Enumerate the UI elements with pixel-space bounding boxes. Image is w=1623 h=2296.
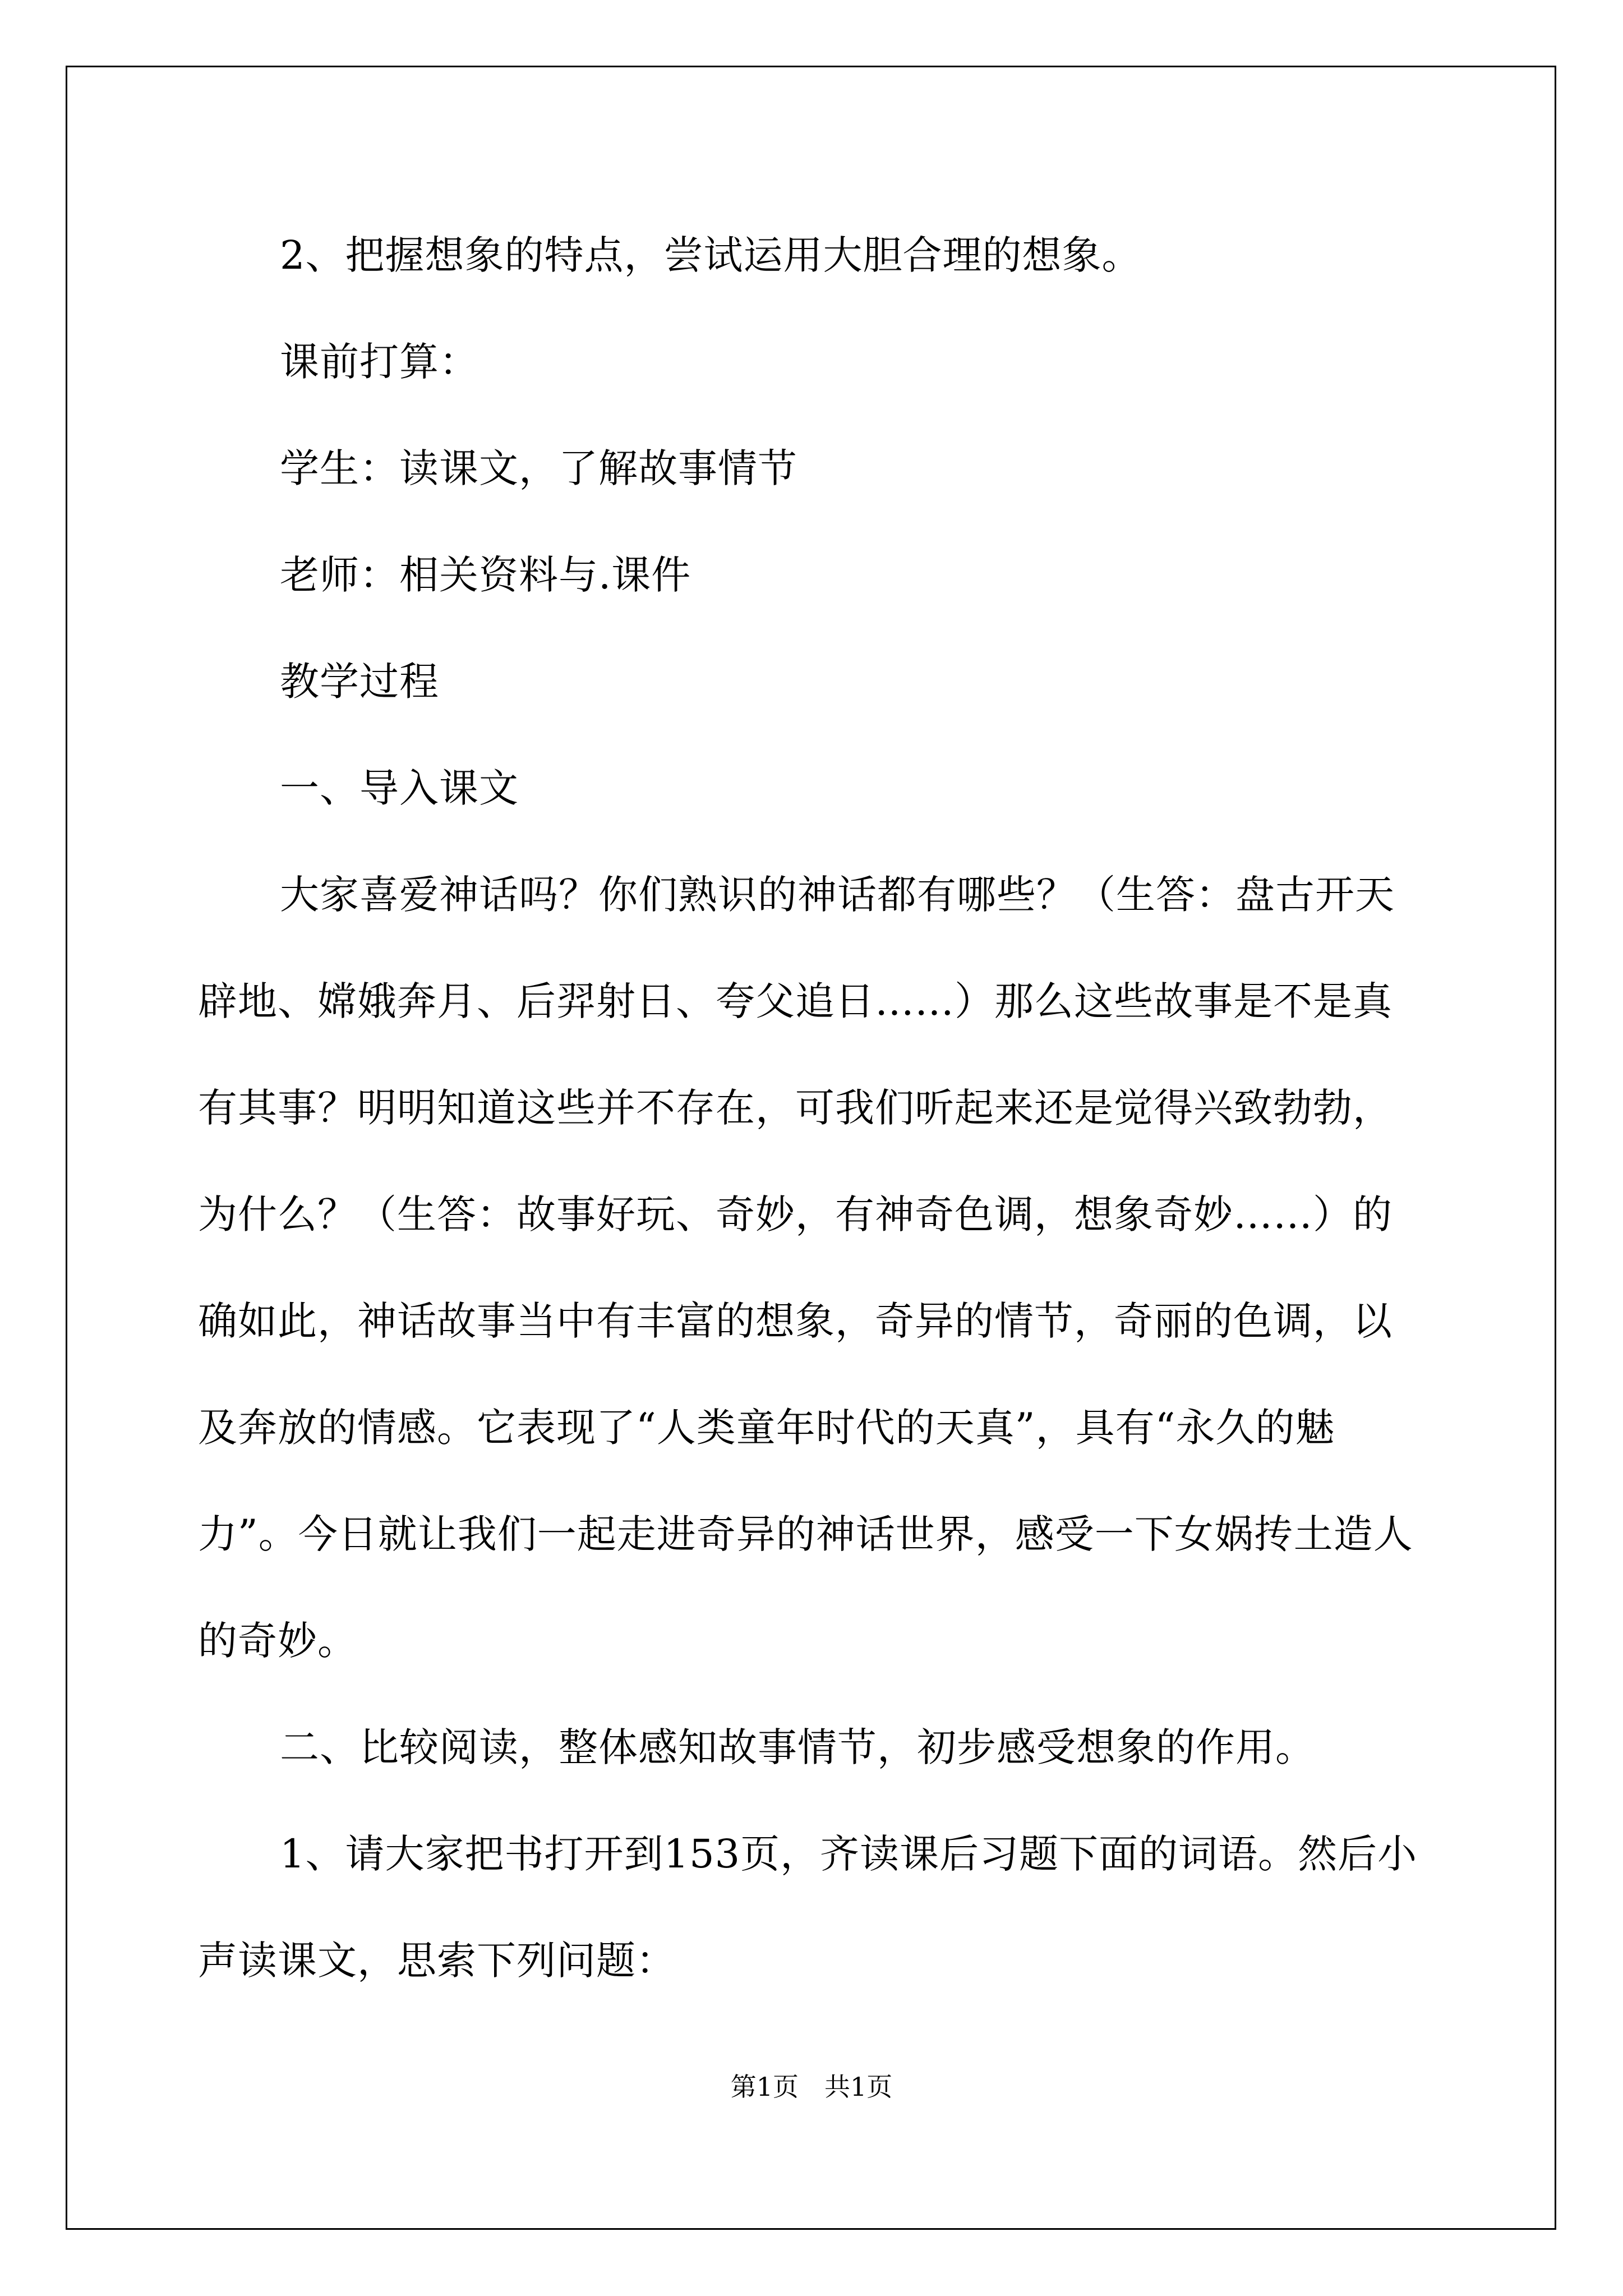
student-preparation: 学生：读课文，了解故事情节 [280,445,797,491]
page-number-footer: 第1页 共1页 [730,2072,893,2102]
process-heading: 教学过程 [280,659,439,705]
section-1-heading: 一、导入课文 [280,765,519,811]
objective-2: 2、把握想象的特点，尝试运用大胆合理的想象。 [280,232,1142,278]
reading-instruction: 1、请大家把书打开到153页，齐读课后习题下面的词语。然后小声读课文，思索下列问题： [198,1831,1418,1984]
teacher-preparation: 老师：相关资料与.课件 [280,552,691,598]
introduction-paragraph: 大家喜爱神话吗？你们熟识的神话都有哪些？（生答：盘古开天辟地、嫦娥奔月、后羿射日、夸父追日……）那么这些故事是不是真有其事？明明知道这些并不存在，可我们听起来还是觉得兴致勃勃，为什么？（生答：故事好玩、奇妙，有神奇色调，想象奇妙……）的确如此，神话故事当中有丰富的想象，奇异的情节，奇丽的色调，以及奔放的情感。它表现了“人类童年时代的天真”，具有“永久的魅力”。今日就让我们一起走进奇异的神话世界，感受一下女娲抟土造人的奇妙。 [198,872,1413,1664]
preparation-heading: 课前打算： [280,339,479,385]
document-body [198,202,1426,2014]
section-2-heading: 二、比较阅读，整体感知故事情节，初步感受想象的作用。 [280,1724,1315,1770]
